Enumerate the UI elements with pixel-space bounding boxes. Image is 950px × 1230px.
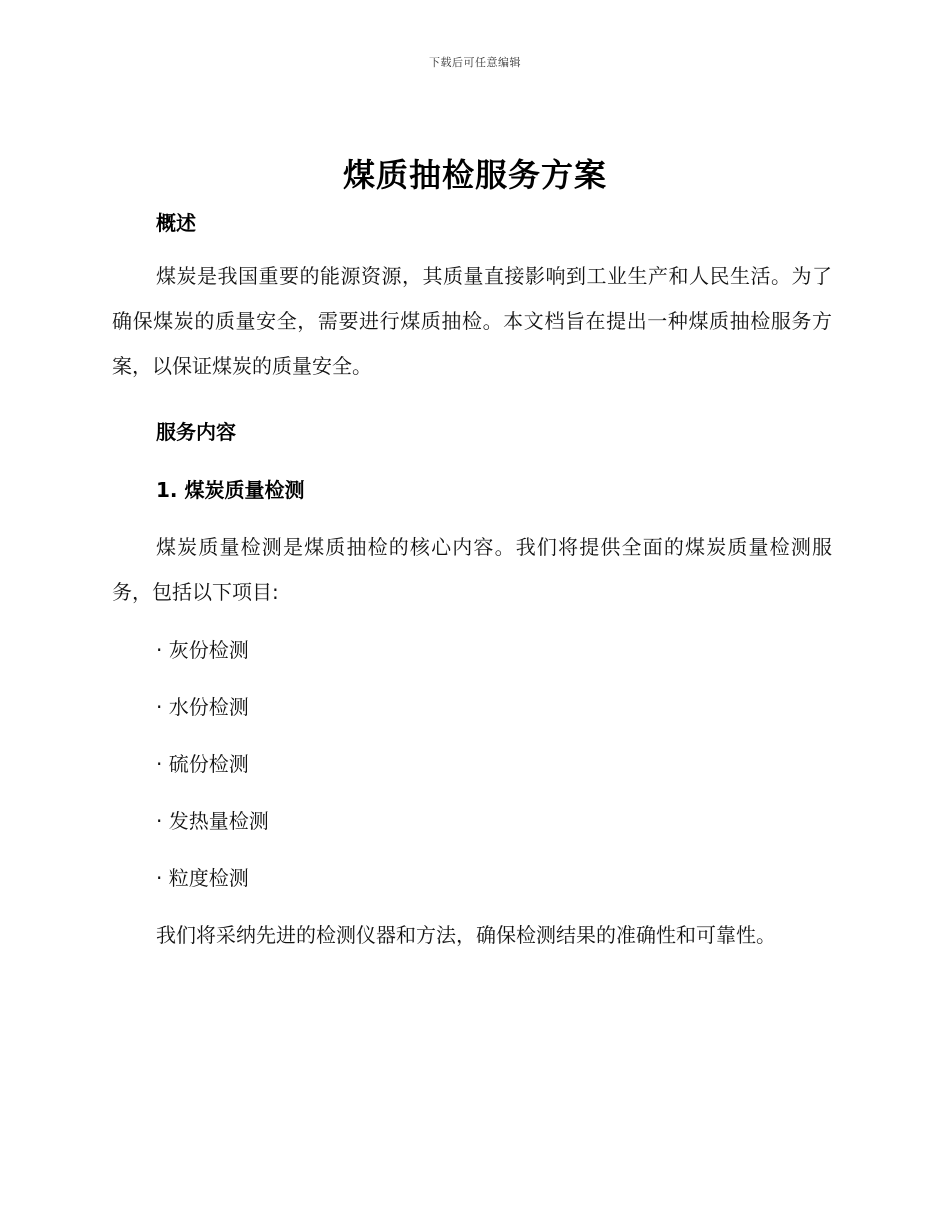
document-body bbox=[112, 206, 832, 958]
header-note: 下载后可任意编辑 bbox=[429, 56, 521, 69]
list-item: · 发热量检测 bbox=[156, 809, 269, 833]
overview-heading: 概述 bbox=[156, 211, 196, 235]
list-item: · 粒度检测 bbox=[156, 866, 249, 890]
overview-paragraph: 煤炭是我国重要的能源资源，其质量直接影响到工业生产和人民生活。为了确保煤炭的质量安全，需要进行煤质抽检。本文档旨在提出一种煤质抽检服务方案，以保证煤炭的质量安全。 bbox=[112, 264, 832, 378]
sub1-heading: 1. 煤炭质量检测 bbox=[156, 478, 305, 502]
list-item: · 水份检测 bbox=[156, 695, 249, 719]
sub1-paragraph: 煤炭质量检测是煤质抽检的核心内容。我们将提供全面的煤炭质量检测服务，包括以下项目: bbox=[112, 535, 832, 604]
list-item: · 灰份检测 bbox=[156, 638, 249, 662]
service-heading: 服务内容 bbox=[156, 420, 236, 444]
list-item: · 硫份检测 bbox=[156, 752, 249, 776]
closing-paragraph: 我们将采纳先进的检测仪器和方法，确保检测结果的准确性和可靠性。 bbox=[156, 923, 776, 947]
page-title: 煤质抽检服务方案 bbox=[342, 156, 607, 194]
